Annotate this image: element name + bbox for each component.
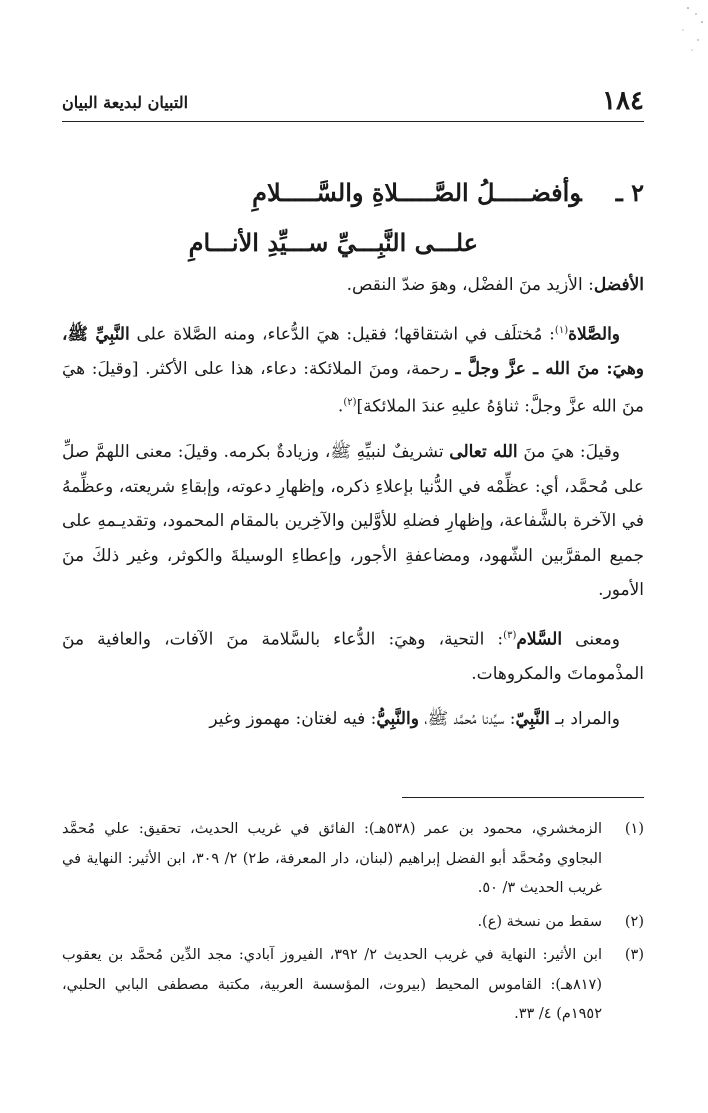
term-nabi: النَّبِيِّ ﷺ، وهيَ: منَ الله ـ عزَّ وجلَّ ـ bbox=[62, 324, 644, 379]
term-nabi-3: والنَّبِيُّ bbox=[376, 709, 419, 730]
footnote-ref-3[interactable]: (٣) bbox=[503, 629, 517, 641]
footnotes bbox=[62, 815, 644, 1034]
term-salam: السَّلام bbox=[516, 629, 563, 650]
paragraph-text: : سيِّدنا مُحمَّد ﷺ، bbox=[418, 709, 516, 730]
paragraph-text: : مُختلَف في اشتقاقها؛ فقيل: هيَ الدُّعاء، ومنه الصَّلاة على bbox=[129, 324, 555, 345]
verse-line-1 bbox=[84, 178, 644, 207]
header-rule bbox=[62, 121, 644, 122]
paragraph-text: وقيلَ: هيَ منَ bbox=[517, 442, 620, 463]
term-afdal: الأفضل bbox=[593, 275, 644, 295]
paragraph-text: والمراد بـ bbox=[549, 709, 620, 730]
term-salat: والصَّلاة bbox=[568, 324, 620, 345]
footnote-item bbox=[62, 908, 644, 938]
footnote-number: (١) bbox=[624, 821, 644, 837]
footnote-text: الزمخشري، محمود بن عمر (٥٣٨هـ): الفائق في غريب الحديث، تحقيق: علي مُحمَّد البجاوي ومُحمَّد أبو الفضل إبراهيم (لبنان، دار المعرفة، ط٢) ٢/ ٣٠٩، ابن الأثير: النهاية في غريب الحديث ٣/ ٥٠. bbox=[62, 821, 602, 896]
footnote-text: سقط من نسخة (ع). bbox=[477, 913, 602, 930]
footnote-text: ابن الأثير: النهاية في غريب الحديث ٢/ ٣٩٢، الفيروز آبادي: مجد الدِّين مُحمَّد بن يعقوب (٨١٧هـ): القاموس المحيط (بيروت، المؤسسة العربية، مكتبة مصطفى البابي الحلبي، ١٩٥٢م) ٤/ ٣٣. bbox=[62, 947, 602, 1022]
paragraph-text: : فيه لغتان: مهموز وغير bbox=[209, 709, 377, 730]
running-header bbox=[62, 84, 644, 118]
footnote-number: (٢) bbox=[624, 913, 644, 930]
paragraph-text: : الأزيد منَ الفضْل، وهوَ ضدّ النقص. bbox=[346, 275, 594, 295]
verse-hemistich-2: علـــى النَّبِـــيِّ ســـيِّدِ الأنـــامِ bbox=[188, 228, 478, 257]
paragraph-text: تشريفٌ لنبيِّهِ ﷺ، وزيادةٌ بكرمه. وقيلَ: معنى اللهمَّ صلِّ على مُحمَّد، أي: عظِّمْه في الدُّنيا بإعلاءِ ذكره، وإظهارِ دعوته، وإبقاءِ شريعته، وعظِّمهُ في الآخرة بالشَّفاعة، وإظهارِ فضلهِ للأوَّلين والآخِرين بالمقام المحمود، وتقديـمهِ على جميع المقرَّبين الشّهود، ومضاعفةِ الأجور، وإعطاءِ الوسيلةَ والكوثر، وغير ذلكَ منَ الأمور. bbox=[62, 442, 644, 601]
paragraph-salat bbox=[62, 314, 644, 425]
paragraph-afdal bbox=[62, 268, 644, 303]
commentary-text bbox=[62, 268, 644, 748]
paragraph-salam bbox=[62, 619, 644, 692]
footnote-separator bbox=[402, 797, 644, 798]
term-allah: الله تعالى bbox=[449, 442, 518, 463]
footnote-number: (٣) bbox=[624, 947, 644, 963]
scan-speckle-marks bbox=[628, 0, 708, 60]
paragraph-text: رحمة، ومنَ الملائكة: دعاء، هذا على الأكثر. [وقيلَ: هيَ منَ الله عزَّ وجلَّ: ثناؤهُ عليهِ عندَ الملائكة] bbox=[62, 358, 644, 417]
term-nabi-2: النَّبِيّ bbox=[515, 709, 550, 730]
verse-line-2 bbox=[118, 228, 478, 257]
footnote-ref-1[interactable]: (١) bbox=[554, 324, 569, 336]
page-number: ١٨٤ bbox=[602, 86, 644, 116]
book-title: التبيان لبديعة البيان bbox=[62, 93, 189, 112]
paragraph-murad bbox=[62, 702, 644, 737]
verse-hemistich-1: وأفضـــــلُ الصَّـــــلاةِ والسَّـــــلامِ bbox=[252, 178, 582, 207]
paragraph-text: . bbox=[337, 396, 344, 417]
verse-number: ٢ ـ bbox=[615, 178, 644, 207]
paragraph-text: : التحية، وهيَ: الدُّعاء بالسَّلامة منَ الآفات، والعافية منَ المذْموماتَ والمكروهات. bbox=[62, 629, 644, 684]
paragraph-qila bbox=[62, 435, 644, 608]
footnote-item bbox=[62, 941, 644, 1030]
paragraph-text: ومعنى bbox=[562, 629, 620, 650]
footnote-ref-2[interactable]: (٢) bbox=[343, 397, 357, 409]
footnote-item bbox=[62, 815, 644, 904]
